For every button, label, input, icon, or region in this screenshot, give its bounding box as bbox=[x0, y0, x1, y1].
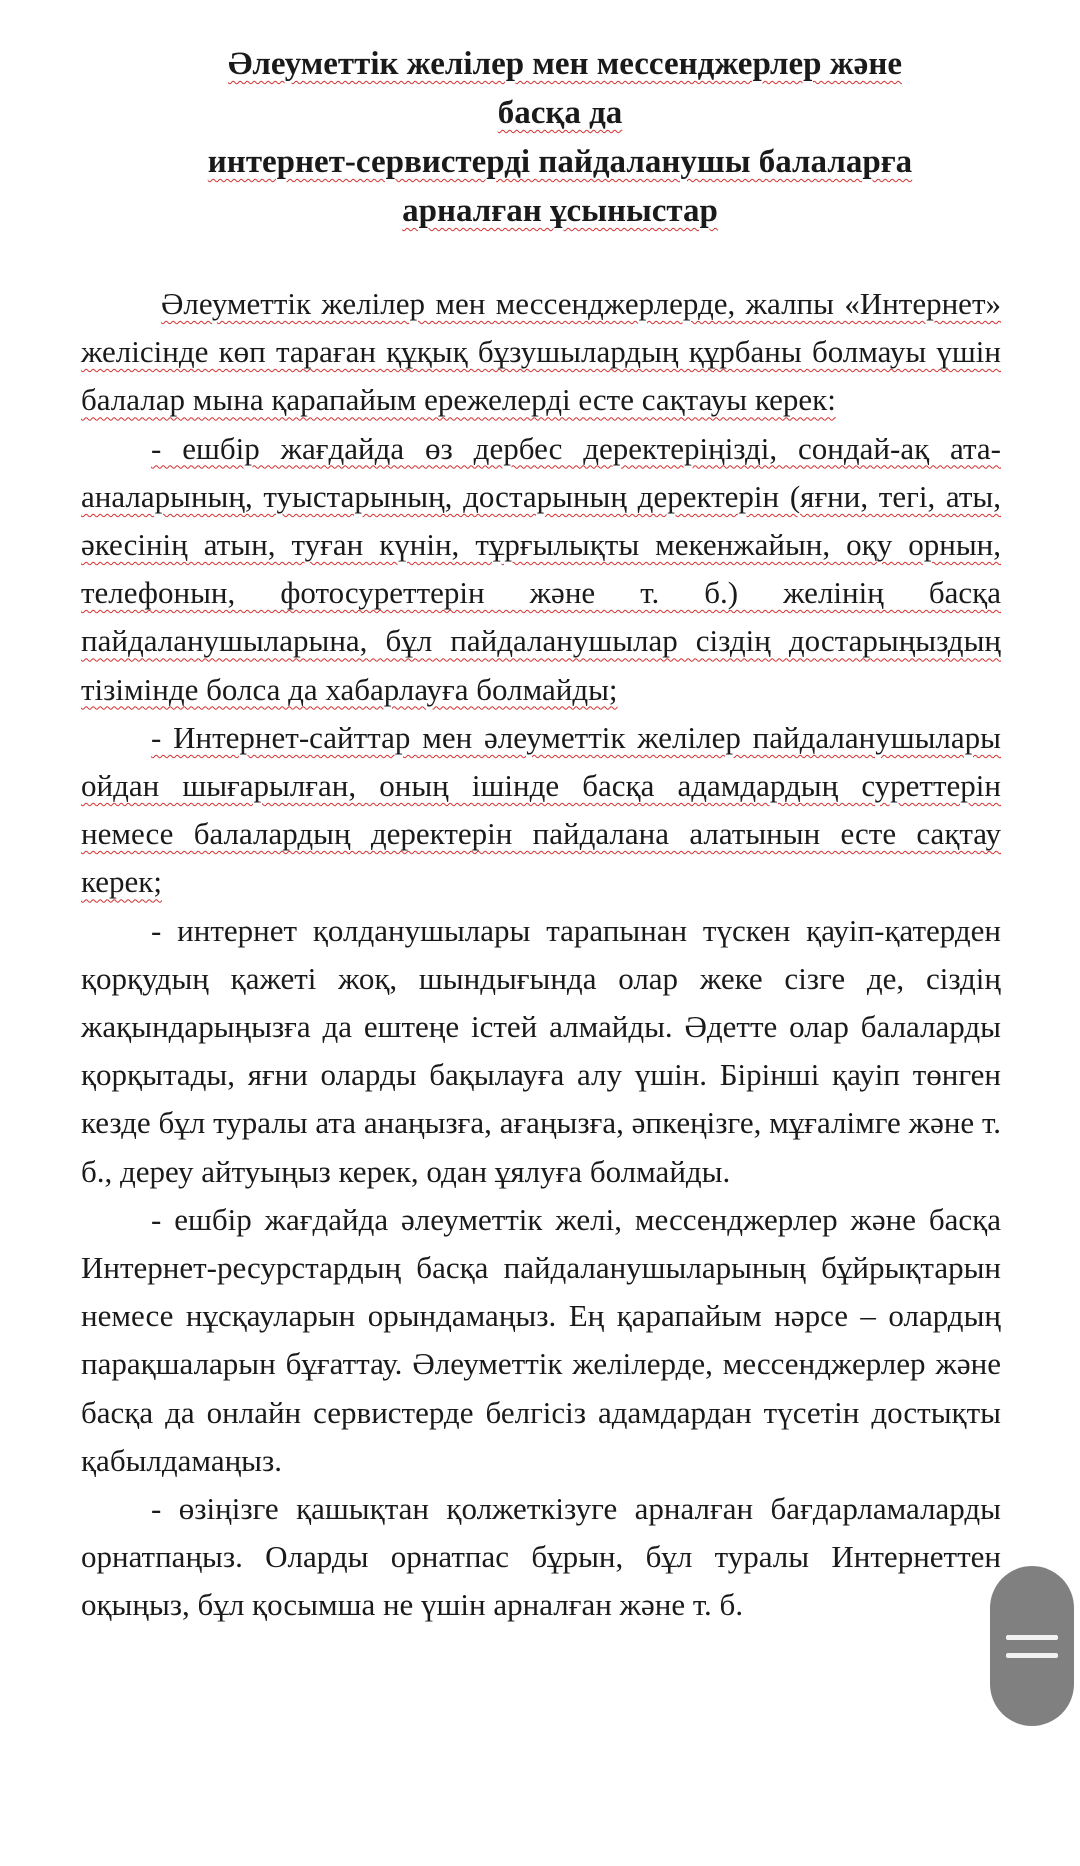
title-line-1: Әлеуметтік желілер мен мессенджерлер және bbox=[228, 46, 902, 82]
title-line-2: басқа да bbox=[497, 95, 623, 131]
scroll-handle[interactable] bbox=[990, 1566, 1074, 1726]
paragraph-intro: Әлеуметтік желілер мен мессенджерлерде, жалпы «Интернет» желісінде көп тараған құқық бұзушылардың құрбаны болмауы үшін балалар мына қарапайым ережелерді есте сақтауы керек: bbox=[81, 286, 1001, 418]
paragraph-personal-data: - ешбір жағдайда өз дербес деректеріңізді, сондай-ақ ата- аналарының, туыстарының, достарының деректерін (яғни, тегі, аты, әкесінің атын, туған күнін, тұрғылықты мекенжайын, оқу орнын, телефонын, фотосуреттерін және т. б.) желінің басқа пайдаланушыларына, бұл пайдаланушылар сіздің достарыңыздың тізімінде болса да хабарлауға болмайды; bbox=[81, 430, 1001, 707]
drag-handle-icon bbox=[1006, 1653, 1058, 1658]
title-line-4: арналған ұсыныстар bbox=[402, 193, 718, 229]
document-body bbox=[81, 280, 1001, 1630]
document-title bbox=[0, 40, 1080, 236]
paragraph-threats: - интернет қолданушылары тарапынан түскен қауіп-қатерден қорқудың қажеті жоқ, шындығында олар жеке сізге де, сіздің жақындарыңызға да ештеңе істей алмайды. Әдетте олар балаларды қорқытады, яғни оларды бақылауға алу үшін. Бірінші қауіп төнген кезде бұл туралы ата анаңызға, ағаңызға, әпкеңізге, мұғалімге және т. б., дереу айтуыңыз керек, одан ұялуға болмайды. bbox=[81, 912, 1001, 1189]
drag-handle-icon bbox=[1006, 1635, 1058, 1640]
paragraph-remote-access: - өзіңізге қашықтан қолжеткізуге арналған бағдарламаларды орнатпаңыз. Оларды орнатпас бұрын, бұл туралы Интернеттен оқыңыз, бұл қосымша не үшін арналған және т. б. bbox=[81, 1491, 1001, 1623]
title-line-3: интернет-сервистерді пайдаланушы балаларға bbox=[207, 144, 913, 180]
paragraph-instructions: - ешбір жағдайда әлеуметтік желі, мессенджерлер және басқа Интернет-ресурстардың басқа пайдаланушыларының бұйрықтарын немесе нұсқауларын орындамаңыз. Ең қарапайым нәрсе – олардың парақшаларын бұғаттау. Әлеуметтік желілерде, мессенджерлер және басқа да онлайн сервистерде белгісіз адамдардан түсетін достықты қабылдамаңыз. bbox=[81, 1201, 1001, 1478]
paragraph-fake-profiles: - Интернет-сайттар мен әлеуметтік желілер пайдаланушылары ойдан шығарылған, оның ішінде басқа адамдардың суреттерін немесе балалардың деректерін пайдалана алатынын есте сақтау керек; bbox=[81, 719, 1001, 900]
